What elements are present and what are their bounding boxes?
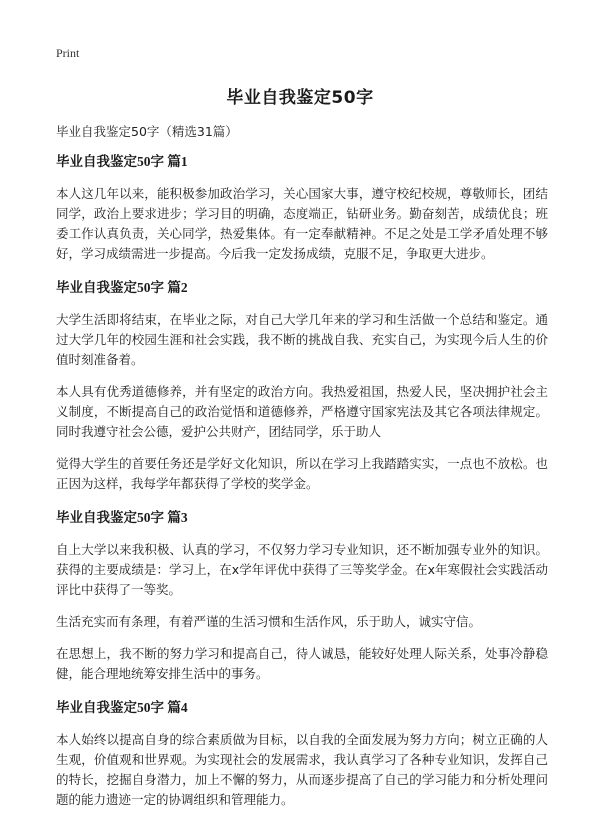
section-heading: 毕业自我鉴定50字 篇2 <box>56 280 188 295</box>
document-body <box>56 150 548 822</box>
paragraph: 本人始终以提高自身的综合素质做为目标，以自我的全面发展为努力方向；树立正确的人生观，价值观和世界观。为实现社会的发展需求，我认真学习了各种专业知识，发挥自己的特长，挖掘自身潜力，加上不懈的努力，从而逐步提高了自己的学习能力和分析处理问题的能力遗迹一定的协调组织和管理能力。 <box>56 732 548 807</box>
paragraph: 生活充实而有条理，有着严谨的生活习惯和生活作风，乐于助人，诚实守信。 <box>56 614 482 629</box>
section-4 <box>56 696 548 810</box>
paragraph: 在思想上，我不断的努力学习和提高自己，待人诚恳，能较好处理人际关系，处事冷静稳健，能合理地统筹安排生活中的事务。 <box>56 646 548 681</box>
print-link[interactable]: Print <box>56 46 80 60</box>
paragraph: 自上大学以来我积极、认真的学习，不仅努力学习专业知识，还不断加强专业外的知识。获得的主要成绩是：学习上，在x学年评优中获得了三等奖学金。在x年寒假社会实践活动评比中获得了一等奖。 <box>56 542 548 597</box>
paragraph: 本人这几年以来，能积极参加政治学习，关心国家大事，遵守校纪校规，尊敬师长，团结同学，政治上要求进步；学习目的明确，态度端正，钻研业务。勤奋刻苦，成绩优良；班委工作认真负责，关心同学，热爱集体。有一定奉献精神。不足之处是工学矛盾处理不够好，学习成绩需进一步提高。今后我一定发扬成绩，克服不足，争取更大进步。 <box>56 186 548 261</box>
paragraph: 本人具有优秀道德修养，并有坚定的政治方向。我热爱祖国，热爱人民，坚决拥护社会主义制度，不断提高自己的政治觉悟和道德修养，严格遵守国家宪法及其它各项法律规定。同时我遵守社会公德，爱护公共财产，团结同学，乐于助人 <box>56 384 548 439</box>
paragraph: 大学生活即将结束，在毕业之际，对自己大学几年来的学习和生活做一个总结和鉴定。通过大学几年的校园生涯和社会实践，我不断的挑战自我、充实自己，为实现今后人生的价值时刻准备着。 <box>56 312 548 367</box>
section-1 <box>56 150 548 264</box>
section-heading: 毕业自我鉴定50字 篇4 <box>56 700 188 715</box>
section-heading: 毕业自我鉴定50字 篇1 <box>56 154 188 169</box>
section-2 <box>56 276 548 494</box>
section-3 <box>56 506 548 684</box>
page-title: 毕业自我鉴定50字 <box>226 88 374 108</box>
page-subtitle: 毕业自我鉴定50字（精选31篇） <box>56 124 238 139</box>
section-heading: 毕业自我鉴定50字 篇3 <box>56 510 188 525</box>
paragraph: 觉得大学生的首要任务还是学好文化知识，所以在学习上我踏踏实实，一点也不放松。也正因为这样，我每学年都获得了学校的奖学金。 <box>56 456 548 491</box>
